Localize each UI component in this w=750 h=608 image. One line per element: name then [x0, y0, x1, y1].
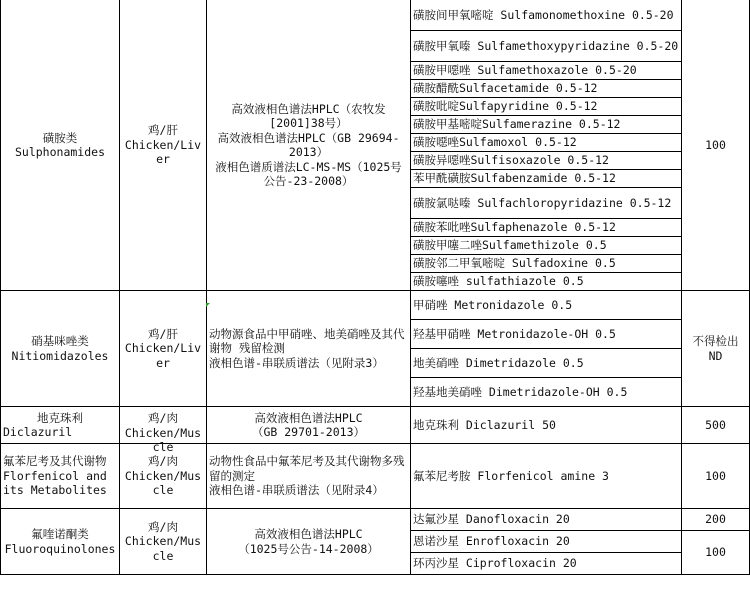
tissue-en: Chicken/Muscle [124, 534, 202, 563]
limit-cell: 100 [682, 444, 750, 509]
analyte-cell: 环丙沙星 Ciprofloxacin 20 [411, 553, 682, 575]
limit-cn: 不得检出 [692, 334, 739, 348]
category-cn: 氟喹诺酮类 [31, 527, 89, 541]
tissue-en: Chicken/Muscle [124, 425, 202, 455]
category-cell [1, 407, 120, 444]
category-cell [1, 509, 120, 575]
category-en: Sulphonamides [14, 145, 105, 159]
tissue-en: Chicken/Liver [124, 137, 202, 167]
tissue-cell [120, 407, 207, 455]
analyte-cell: 磺胺醋酰Sulfacetamide 0.5-12 [411, 80, 682, 98]
analyte-cell: 磺胺邻二甲氧嘧啶 Sulfadoxine 0.5 [411, 255, 682, 273]
analyte-cell: 磺胺吡啶Sulfapyridine 0.5-12 [411, 98, 682, 116]
tissue-cell [120, 509, 207, 575]
analyte-cell: 苯甲酰磺胺Sulfabenzamide 0.5-12 [411, 170, 682, 188]
analyte-cell: 磺胺异噁唑Sulfisoxazole 0.5-12 [411, 152, 682, 170]
category-cn: 地克珠利 [37, 410, 83, 425]
analyte-cell: 磺胺甲噁唑 Sulfamethoxazole 0.5-20 [411, 62, 682, 80]
limit-cell: 100 [682, 0, 750, 291]
analyte-cell: 羟基甲硝唑 Metronidazole-OH 0.5 [411, 320, 682, 349]
category-en: Nitiomidazoles [11, 348, 109, 363]
analyte-cell: 磺胺氯哒嗪 Sulfachloropyridazine 0.5-12 [411, 188, 682, 219]
category-cn: 磺胺类 [42, 130, 78, 145]
analyte-cell: 羟基地美硝唑 Dimetridazole-OH 0.5 [411, 378, 682, 407]
cell-comment-marker [206, 303, 210, 307]
analyte-cell: 磺胺间甲氧嘧啶 Sulfamonomethoxine 0.5-20 [411, 0, 682, 31]
limit-cell: 500 [682, 407, 750, 444]
category-en: Fluoroquinolones [4, 541, 116, 556]
category-cn: 氟苯尼考及其代谢物 [3, 454, 107, 469]
limit-cell: 100 [682, 531, 750, 575]
category-en: Diclazuril [3, 425, 73, 439]
analyte-cell: 磺胺甲基嘧啶Sulfamerazine 0.5-12 [411, 116, 682, 134]
tissue-cell [120, 291, 207, 407]
analyte-cell: 磺胺甲氧嗪 Sulfamethoxypyridazine 0.5-20 [411, 31, 682, 62]
method-cell: 动物源食品中甲硝唑、地美硝唑及其代谢物 残留检测 液相色谱-串联质谱法（见附录3） [207, 291, 411, 407]
tissue-en: Chicken/Muscle [124, 468, 202, 498]
tissue-cn: 鸡/肉 [148, 454, 178, 469]
analyte-cell: 达氟沙星 Danofloxacin 20 [411, 509, 682, 531]
tissue-cn: 鸡/肉 [148, 519, 178, 534]
analyte-cell: 甲硝唑 Metronidazole 0.5 [411, 291, 682, 320]
limit-cell: 200 [682, 509, 750, 531]
category-cn: 硝基咪唑类 [31, 334, 89, 348]
tissue-cn: 鸡/肝 [148, 123, 178, 138]
method-cell: 高效液相色谱法HPLC （GB 29701-2013） [207, 407, 411, 444]
category-cell [1, 0, 120, 291]
analyte-cell: 氟苯尼考胺 Florfenicol amine 3 [411, 444, 682, 509]
tissue-cn: 鸡/肉 [148, 411, 178, 426]
limit-en: ND [708, 348, 723, 363]
analyte-cell: 地克珠利 Diclazuril 50 [411, 407, 682, 444]
method-cell: 动物性食品中氟苯尼考及其代谢物多残留的测定 液相色谱-串联质谱法（见附录4） [207, 444, 411, 509]
method-cell: 高效液相色谱法HPLC （1025号公告-14-2008） [207, 509, 411, 575]
category-cell [1, 444, 120, 509]
category-cell [1, 291, 120, 407]
tissue-en: Chicken/Liver [124, 341, 202, 370]
analyte-cell: 地美硝唑 Dimetridazole 0.5 [411, 349, 682, 378]
analyte-cell: 磺胺噻唑 sulfathiazole 0.5 [411, 273, 682, 291]
category-en: Florfenicol and its Metabolites [3, 468, 107, 498]
analyte-cell: 磺胺苯吡唑Sulfaphenazole 0.5-12 [411, 219, 682, 237]
tissue-cn: 鸡/肝 [148, 326, 178, 341]
analyte-cell: 恩诺沙星 Enrofloxacin 20 [411, 531, 682, 553]
analyte-cell: 磺胺甲噻二唑Sulfamethizole 0.5 [411, 237, 682, 255]
tissue-cell [120, 0, 207, 291]
method-cell: 高效液相色谱法HPLC（农牧发[2001]38号） 高效液相色谱法HPLC（GB 29694-2013） 液相色谱质谱法LC-MS-MS（1025号公告-23-2008） [207, 0, 411, 291]
limit-cell [682, 291, 750, 407]
analyte-cell: 磺胺噁唑Sulfamoxol 0.5-12 [411, 134, 682, 152]
